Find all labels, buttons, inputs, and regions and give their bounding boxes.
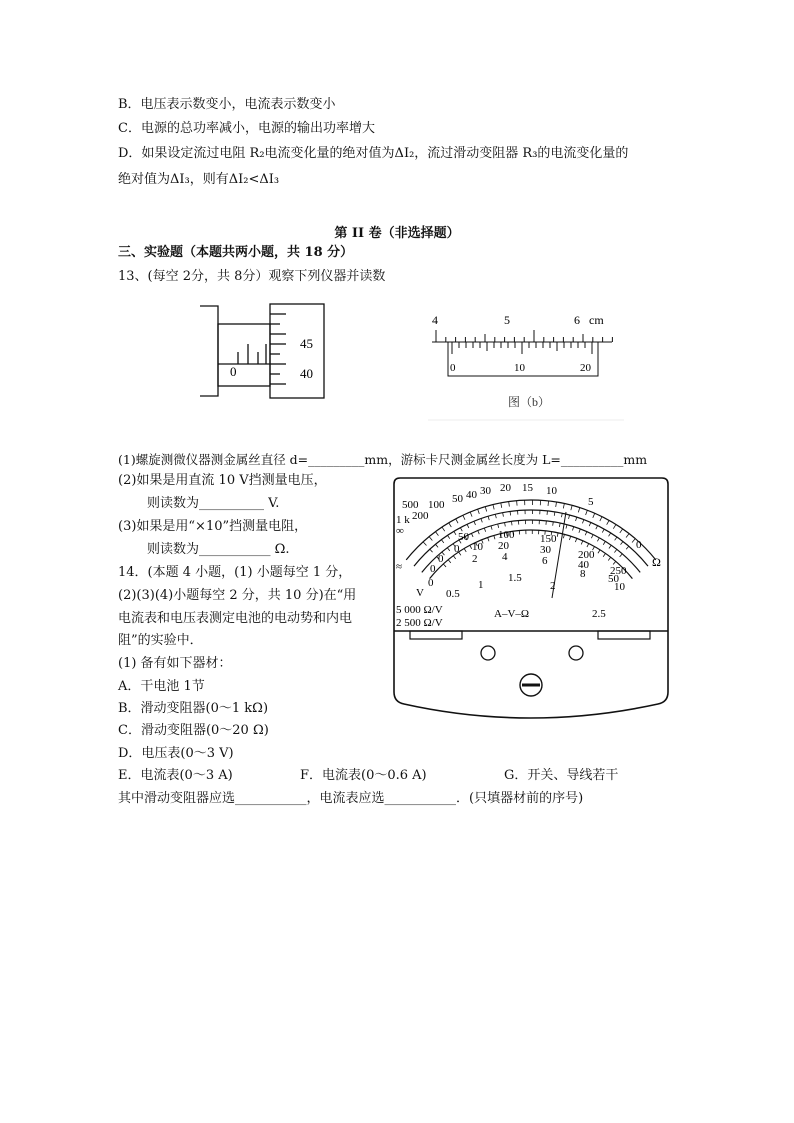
- spec-2500: 2 500 Ω/V: [396, 617, 443, 629]
- ohm-label-30: 30: [480, 485, 491, 497]
- option-d-line1: D．如果设定流过电阻 R₂电流变化量的绝对值为ΔI₂，流过滑动变阻器 R₃的电流变化量的: [118, 146, 629, 161]
- ac-label-0: 0: [430, 563, 436, 575]
- option-d-line2: 绝对值为ΔI₃，则有ΔI₂<ΔI₃: [118, 172, 280, 187]
- q14-line5: (1) 备有如下器材：: [118, 656, 232, 671]
- caliper-unit: cm: [589, 313, 604, 327]
- ohm-label-15: 15: [522, 482, 533, 494]
- low-label-1-5: 1.5: [508, 572, 522, 584]
- ohm-label-5: 5: [588, 496, 594, 508]
- mid-label-30: 30: [540, 544, 551, 556]
- ohm-label-40: 40: [466, 489, 477, 501]
- volt-mark: V: [416, 587, 424, 599]
- q14-option-b: B．滑动变阻器(0～1 kΩ): [118, 701, 269, 716]
- mid-label-10: 10: [472, 541, 483, 553]
- ac-label-6: 6: [542, 555, 548, 567]
- low-label-2: 2: [550, 580, 556, 592]
- ac-symbol: ≈: [396, 561, 403, 573]
- ohm-label-200: 200: [412, 510, 429, 522]
- q13-stem: 13、(每空 2分，共 8分）观察下列仪器并读数: [118, 269, 386, 284]
- low-label-2-5: 2.5: [592, 608, 606, 620]
- ohm-label-0: 0: [636, 539, 642, 551]
- option-b: B．电压表示数变小，电流表示数变小: [118, 97, 336, 112]
- ohm-label-1k: 1 k: [396, 514, 410, 526]
- meter-model: A–V–Ω: [494, 608, 530, 620]
- q14-line4: 阻”的实验中．: [118, 633, 203, 648]
- ohm-unit: Ω: [652, 555, 661, 569]
- caliper-label-4: 4: [432, 313, 438, 327]
- q14-line3: 电流表和电压表测定电池的电动势和内电: [118, 611, 353, 626]
- q13-sub2b: 则读数为__________ V.: [147, 496, 280, 511]
- option-c: C．电源的总功率减小，电源的输出功率增大: [118, 121, 375, 136]
- dc-label-0: 0: [454, 543, 460, 555]
- ac-label-10: 10: [614, 581, 625, 593]
- caliper-caption: 图（b）: [508, 395, 551, 409]
- q13-sub2a: (2)如果是用直流 10 V挡测量电压，: [118, 473, 327, 488]
- micrometer-label-45: 45: [300, 336, 313, 351]
- q14-option-c: C．滑动变阻器(0～20 Ω): [118, 723, 269, 738]
- dc-label-150: 150: [540, 533, 557, 545]
- q13-sub3b: 则读数为___________ Ω.: [147, 542, 290, 557]
- vernier-label-20: 20: [580, 362, 591, 374]
- micrometer-main-zero: 0: [230, 364, 237, 379]
- mid-label-50: 50: [608, 573, 619, 585]
- ac-label-2: 2: [472, 553, 478, 565]
- q14-option-e: E．电流表(0～3 A): [118, 768, 233, 783]
- mid-label-20: 20: [498, 540, 509, 552]
- q14-line1: 14．(本题 4 小题，(1) 小题每空 1 分，: [118, 565, 352, 580]
- q14-line2: (2)(3)(4)小题每空 2 分，共 10 分)在“用: [118, 588, 357, 603]
- caliper-label-6: 6: [574, 313, 580, 327]
- q14-option-d: D．电压表(0～3 V): [118, 746, 234, 761]
- dc-label-50: 50: [458, 531, 469, 543]
- q13-sub1: (1)螺旋测微仪器测金属丝直径 d=_________mm，游标卡尺测金属丝长度为 L=__________mm: [118, 452, 648, 467]
- dc-label-250: 250: [610, 565, 627, 577]
- ac-label-8: 8: [580, 568, 586, 580]
- mid-label-40: 40: [578, 559, 589, 571]
- micrometer-figure: [198, 300, 330, 404]
- ohm-label-500: 500: [402, 499, 419, 511]
- q14-answer-line: 其中滑动变阻器应选___________，电流表应选___________．(只填器材前的序号): [118, 791, 584, 806]
- low-label-0: 0: [428, 577, 434, 589]
- ohm-label-10: 10: [546, 485, 557, 497]
- q14-option-f: F．电流表(0～0.6 A): [300, 768, 427, 783]
- multimeter-figure: [390, 476, 672, 730]
- low-label-1: 1: [478, 579, 484, 591]
- ohm-label-100: 100: [428, 499, 445, 511]
- section-title: 第 II 卷（非选择题）: [334, 226, 460, 241]
- section-heading: 三、实验题（本题共两小题，共 18 分）: [118, 245, 354, 260]
- vernier-label-0: 0: [450, 362, 456, 374]
- mid-label-0: 0: [438, 553, 444, 565]
- dc-label-100: 100: [498, 529, 515, 541]
- low-label-0-5: 0.5: [446, 588, 460, 600]
- q13-sub3a: (3)如果是用“×10”挡测量电阻，: [118, 519, 308, 534]
- micrometer-label-40: 40: [300, 366, 313, 381]
- q14-option-a: A．干电池 1节: [118, 679, 205, 694]
- ohm-label-20: 20: [500, 482, 511, 494]
- q14-option-g: G．开关、导线若干: [504, 768, 619, 783]
- vernier-label-10: 10: [514, 362, 525, 374]
- ohm-label-infinity: ∞: [396, 525, 404, 537]
- dc-label-200: 200: [578, 549, 595, 561]
- caliper-label-5: 5: [504, 313, 510, 327]
- ohm-label-50: 50: [452, 493, 463, 505]
- ac-label-4: 4: [502, 551, 508, 563]
- vernier-caliper-figure: [428, 310, 624, 422]
- spec-5000: 5 000 Ω/V: [396, 604, 443, 616]
